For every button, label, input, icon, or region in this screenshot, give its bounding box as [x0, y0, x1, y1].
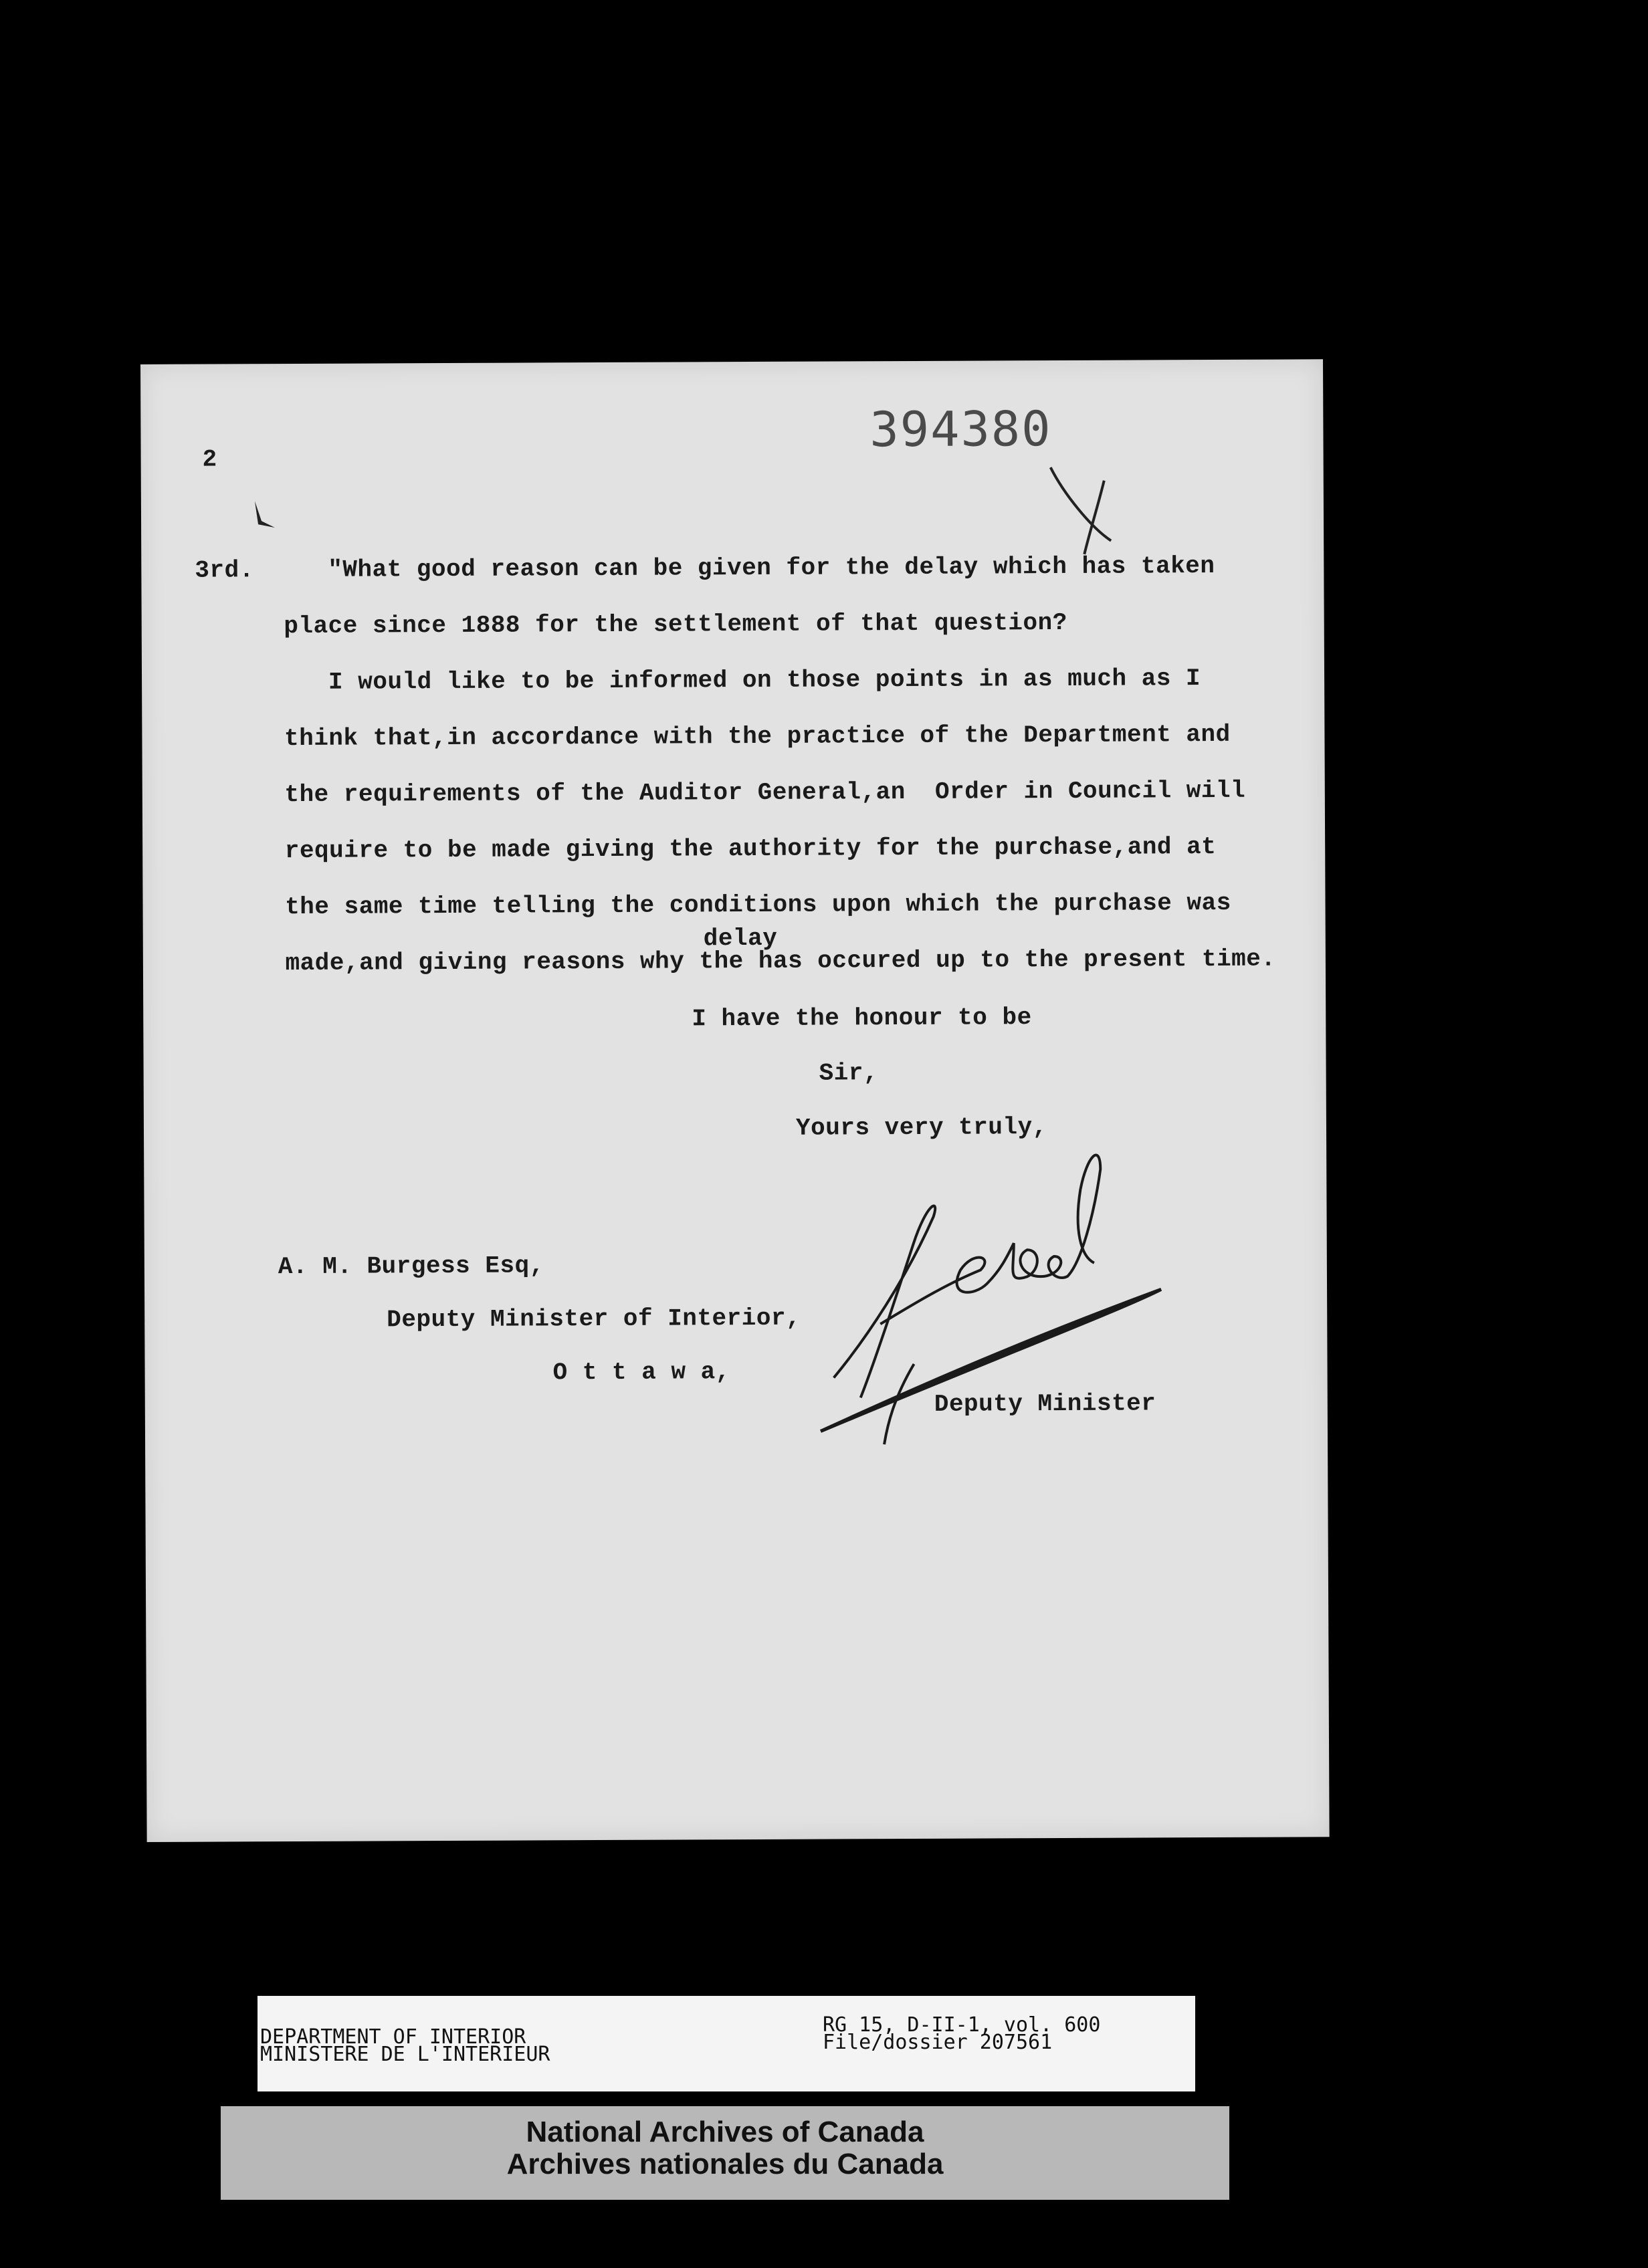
letter-line-6: require to be made giving the authority for the purchase,and at	[196, 832, 1217, 865]
addressee-city: O t t a w a,	[552, 1358, 730, 1387]
insertion-word: delay	[703, 924, 778, 953]
closing-line-1: I have the honour to be	[692, 1004, 1032, 1033]
archive-name-fr: Archives nationales du Canada	[506, 2148, 944, 2180]
letter-line-7: the same time telling the conditions upon which the purchase was	[196, 889, 1231, 921]
ink-mark-icon	[241, 494, 282, 534]
letter-line-1: 3rd. "What good reason can be given for the delay which has taken	[195, 552, 1215, 584]
check-mark-icon	[1037, 454, 1132, 562]
signatory-title: Deputy Minister	[934, 1389, 1156, 1418]
archive-reference-label	[258, 1996, 1195, 2091]
dept-english: DEPARTMENT OF INTERIOR	[260, 2025, 526, 2049]
addressee-name: A. M. Burgess Esq,	[278, 1252, 544, 1281]
archive-banner	[221, 2106, 1229, 2200]
dept-french: MINISTERE DE L'INTERIEUR	[260, 2043, 550, 2066]
letter-line-4: think that,in accordance with the practice of the Department and	[195, 720, 1231, 753]
closing-line-2: Sir,	[819, 1059, 879, 1087]
file-number: File/dossier 207561	[823, 2031, 1053, 2054]
closing-line-3: Yours very truly,	[795, 1113, 1047, 1142]
stamp-number: 394380	[869, 401, 1052, 458]
letter-line-3: I would like to be informed on those points in as much as I	[195, 665, 1201, 697]
letter-line-5: the requirements of the Auditor General,an Order in Council will	[195, 776, 1246, 809]
letter-line-8: made,and giving reasons why the has occured up to the present time.	[196, 945, 1276, 978]
letter-line-2: place since 1888 for the settlement of that question?	[195, 608, 1067, 641]
letter-page	[140, 359, 1330, 1842]
addressee-title: Deputy Minister of Interior,	[387, 1304, 801, 1334]
page-number: 2	[202, 445, 217, 473]
reference-code: RG 15, D-II-1, vol. 600	[823, 2013, 1101, 2037]
archive-name-en: National Archives of Canada	[526, 2116, 924, 2148]
